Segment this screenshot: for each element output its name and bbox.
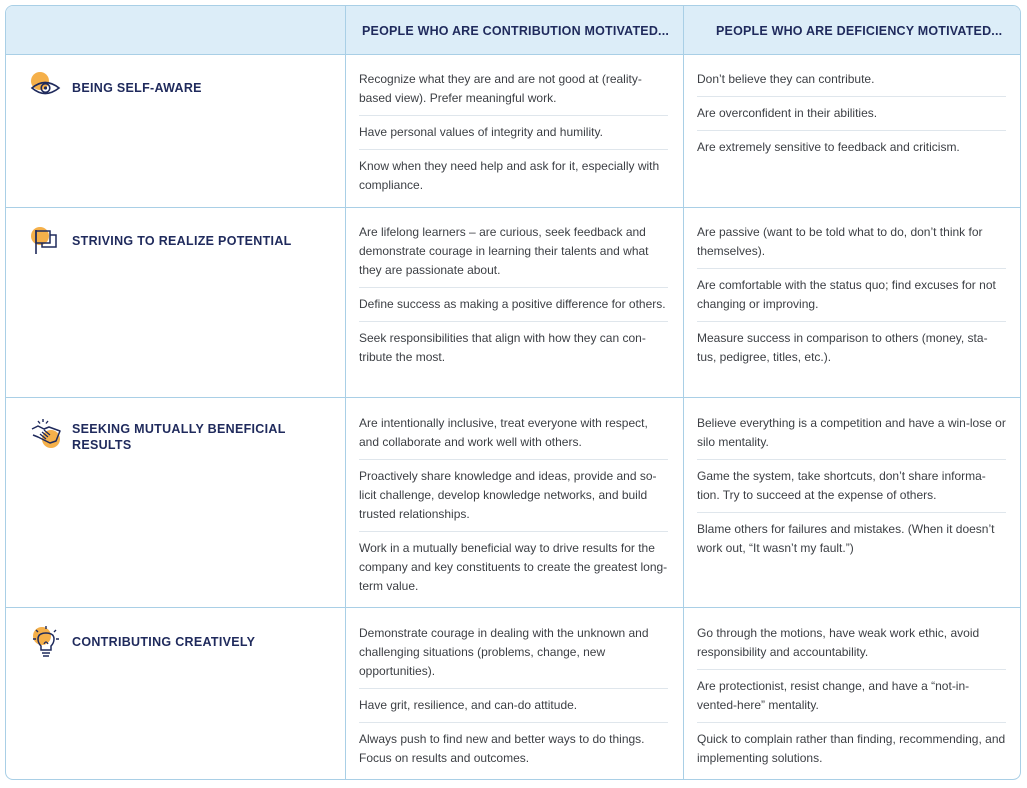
list-item: Know when they need help and ask for it, especially with compliance.	[359, 159, 660, 192]
cell-contribution-self-aware	[359, 70, 668, 195]
cell-deficiency-self-aware	[697, 70, 1006, 157]
handshake-icon	[29, 416, 63, 450]
list-item: Are intentionally inclusive, treat everyone with respect, and collaborate and work well with others.	[359, 416, 648, 449]
row-divider	[6, 397, 1021, 398]
header-deficiency: PEOPLE WHO ARE DEFICIENCY MOTIVATED...	[716, 24, 1003, 38]
row-divider	[6, 207, 1021, 208]
list-item: Blame others for failures and mistakes. (When it doesn’t work out, “It wasn’t my fault.”)	[697, 522, 995, 555]
list-item: Are overconfident in their abilities.	[697, 106, 878, 120]
list-item: Demonstrate courage in dealing with the unknown and challenging situations (problems, change, new opportunities).	[359, 626, 649, 678]
list-item: Are lifelong learners – are curious, seek feedback and demonstrate courage in learning their talents and what they are passionate about.	[359, 225, 649, 277]
list-item: Have personal values of integrity and humility.	[359, 125, 603, 139]
list-item: Are comfortable with the status quo; find excuses for not changing or improving.	[697, 278, 996, 311]
cell-deficiency-beneficial	[697, 414, 1006, 558]
list-item: Always push to find new and better ways to do things. Focus on results and outcomes.	[359, 732, 645, 765]
list-item: Measure success in comparison to others (money, sta-tus, pedigree, titles, etc.).	[697, 331, 988, 364]
header-contribution: PEOPLE WHO ARE CONTRIBUTION MOTIVATED...	[362, 24, 670, 38]
cell-contribution-creatively	[359, 624, 668, 768]
row-label-beneficial: SEEKING MUTUALLY BENEFICIAL RESULTS	[72, 422, 286, 452]
list-item: Game the system, take shortcuts, don’t share informa-tion. Try to succeed at the expense of others.	[697, 469, 986, 502]
cell-contribution-potential	[359, 223, 668, 367]
list-item: Go through the motions, have weak work ethic, avoid responsibility and accountability.	[697, 626, 980, 659]
comparison-table	[5, 5, 1021, 780]
list-item: Recognize what they are and are not good at (reality-based view). Prefer meaningful work.	[359, 72, 642, 105]
eye-icon	[28, 70, 62, 104]
cell-deficiency-potential	[697, 223, 1006, 367]
row-label-creatively: CONTRIBUTING CREATIVELY	[72, 635, 256, 649]
row-label-potential: STRIVING TO REALIZE POTENTIAL	[72, 234, 292, 248]
list-item: Believe everything is a competition and have a win-lose or silo mentality.	[697, 416, 1006, 449]
column-divider	[683, 6, 684, 780]
table-header	[6, 6, 1021, 55]
list-item: Quick to complain rather than finding, recommending, and implementing solutions.	[697, 732, 1006, 765]
list-item: Work in a mutually beneficial way to drive results for the company and key constituents to create the greatest long-term value.	[359, 541, 668, 593]
column-divider	[345, 6, 346, 780]
cell-contribution-beneficial	[359, 414, 668, 596]
list-item: Are protectionist, resist change, and have a “not-in-vented-here” mentality.	[697, 679, 970, 712]
list-item: Don’t believe they can contribute.	[697, 72, 875, 86]
list-item: Proactively share knowledge and ideas, provide and so-licit challenge, develop knowledge networks, and build trusted relationships.	[359, 469, 657, 521]
list-item: Have grit, resilience, and can-do attitude.	[359, 698, 578, 712]
list-item: Are passive (want to be told what to do, don’t think for themselves).	[697, 225, 983, 258]
list-item: Are extremely sensitive to feedback and criticism.	[697, 140, 960, 154]
row-label-self-aware: BEING SELF-AWARE	[72, 81, 202, 95]
row-divider	[6, 607, 1021, 608]
flag-icon	[28, 224, 62, 258]
cell-deficiency-creatively	[697, 624, 1006, 768]
list-item: Seek responsibilities that align with how they can con-tribute the most.	[359, 331, 646, 364]
list-item: Define success as making a positive difference for others.	[359, 297, 666, 311]
lightbulb-icon	[29, 624, 63, 658]
